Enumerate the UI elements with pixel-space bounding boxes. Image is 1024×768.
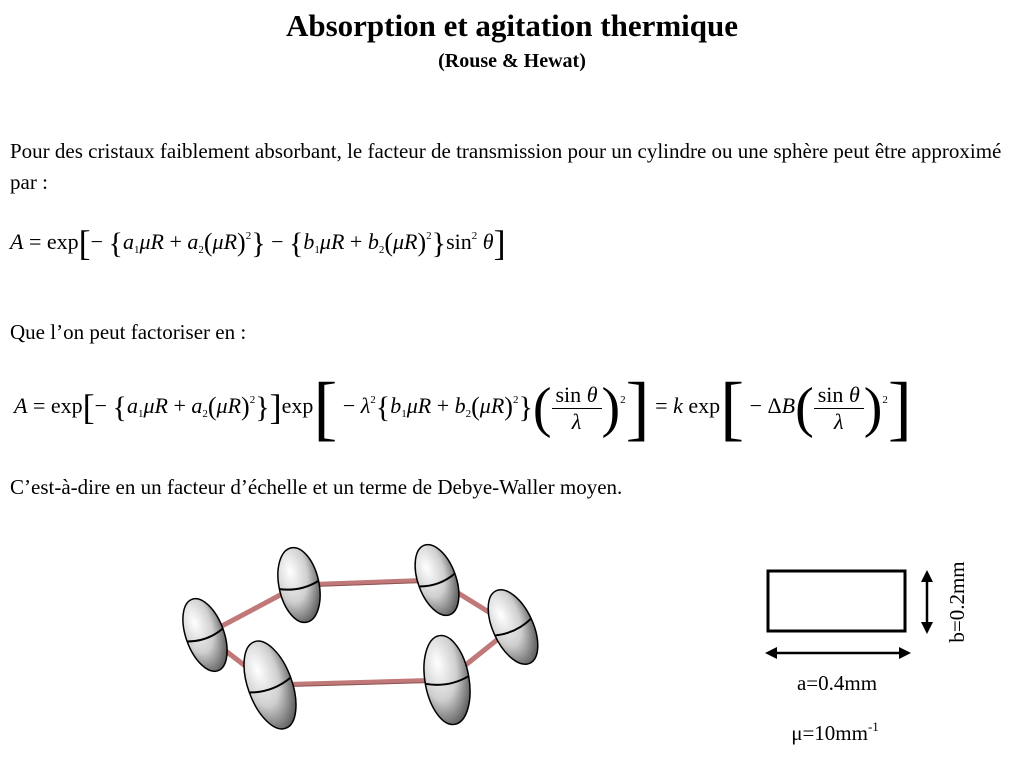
crystal-rectangle bbox=[768, 571, 905, 631]
width-label: a=0.4mm bbox=[796, 671, 878, 695]
ellipsoid bbox=[478, 582, 548, 671]
transmission-equation: $A = \exp[- \{a_1\mu R + a_2(\mu R)^2\} - \{b_1\mu R + b_2(\mu R)^2\}\sin^2$ θ] bbox=[10, 223, 506, 263]
factorized-equation: $A = \exp[- \{a_1\mu R + a_2(\mu R)^2\}]\exp[ - \lambda^2\{b_1\mu R + b_2(\mu R)^2\}$( $\frac{\text{sin θ}}{\lambda}$ )$^2$] = k exp[ − ΔB( $\frac{\text{sin θ}}{\lambda}$ )$^2$] bbox=[14, 368, 912, 448]
mu-label: $\mu=10mm^{-1}$ bbox=[791, 719, 879, 745]
slide-subtitle: (Rouse & Hewat) bbox=[438, 50, 586, 72]
crystal-dimension-diagram bbox=[755, 550, 995, 750]
intro-paragraph: Pour des cristaux faiblement absorbant, le facteur de transmission pour un cylindre ou une sphère peut être approximé par : bbox=[10, 139, 1002, 194]
slide-title: Absorption et agitation thermique bbox=[285, 8, 739, 43]
conclusion-paragraph: C’est-à-dire en un facteur d’échelle et un terme de Debye-Waller moyen. bbox=[10, 475, 623, 499]
height-label: b=0.2mm bbox=[945, 561, 969, 643]
ellipsoid bbox=[272, 544, 327, 627]
thermal-ellipsoid-ring bbox=[175, 535, 555, 750]
factor-paragraph: Que l’on peut factoriser en : bbox=[10, 320, 247, 344]
ellipsoid bbox=[418, 632, 477, 728]
ellipsoid bbox=[175, 593, 236, 677]
